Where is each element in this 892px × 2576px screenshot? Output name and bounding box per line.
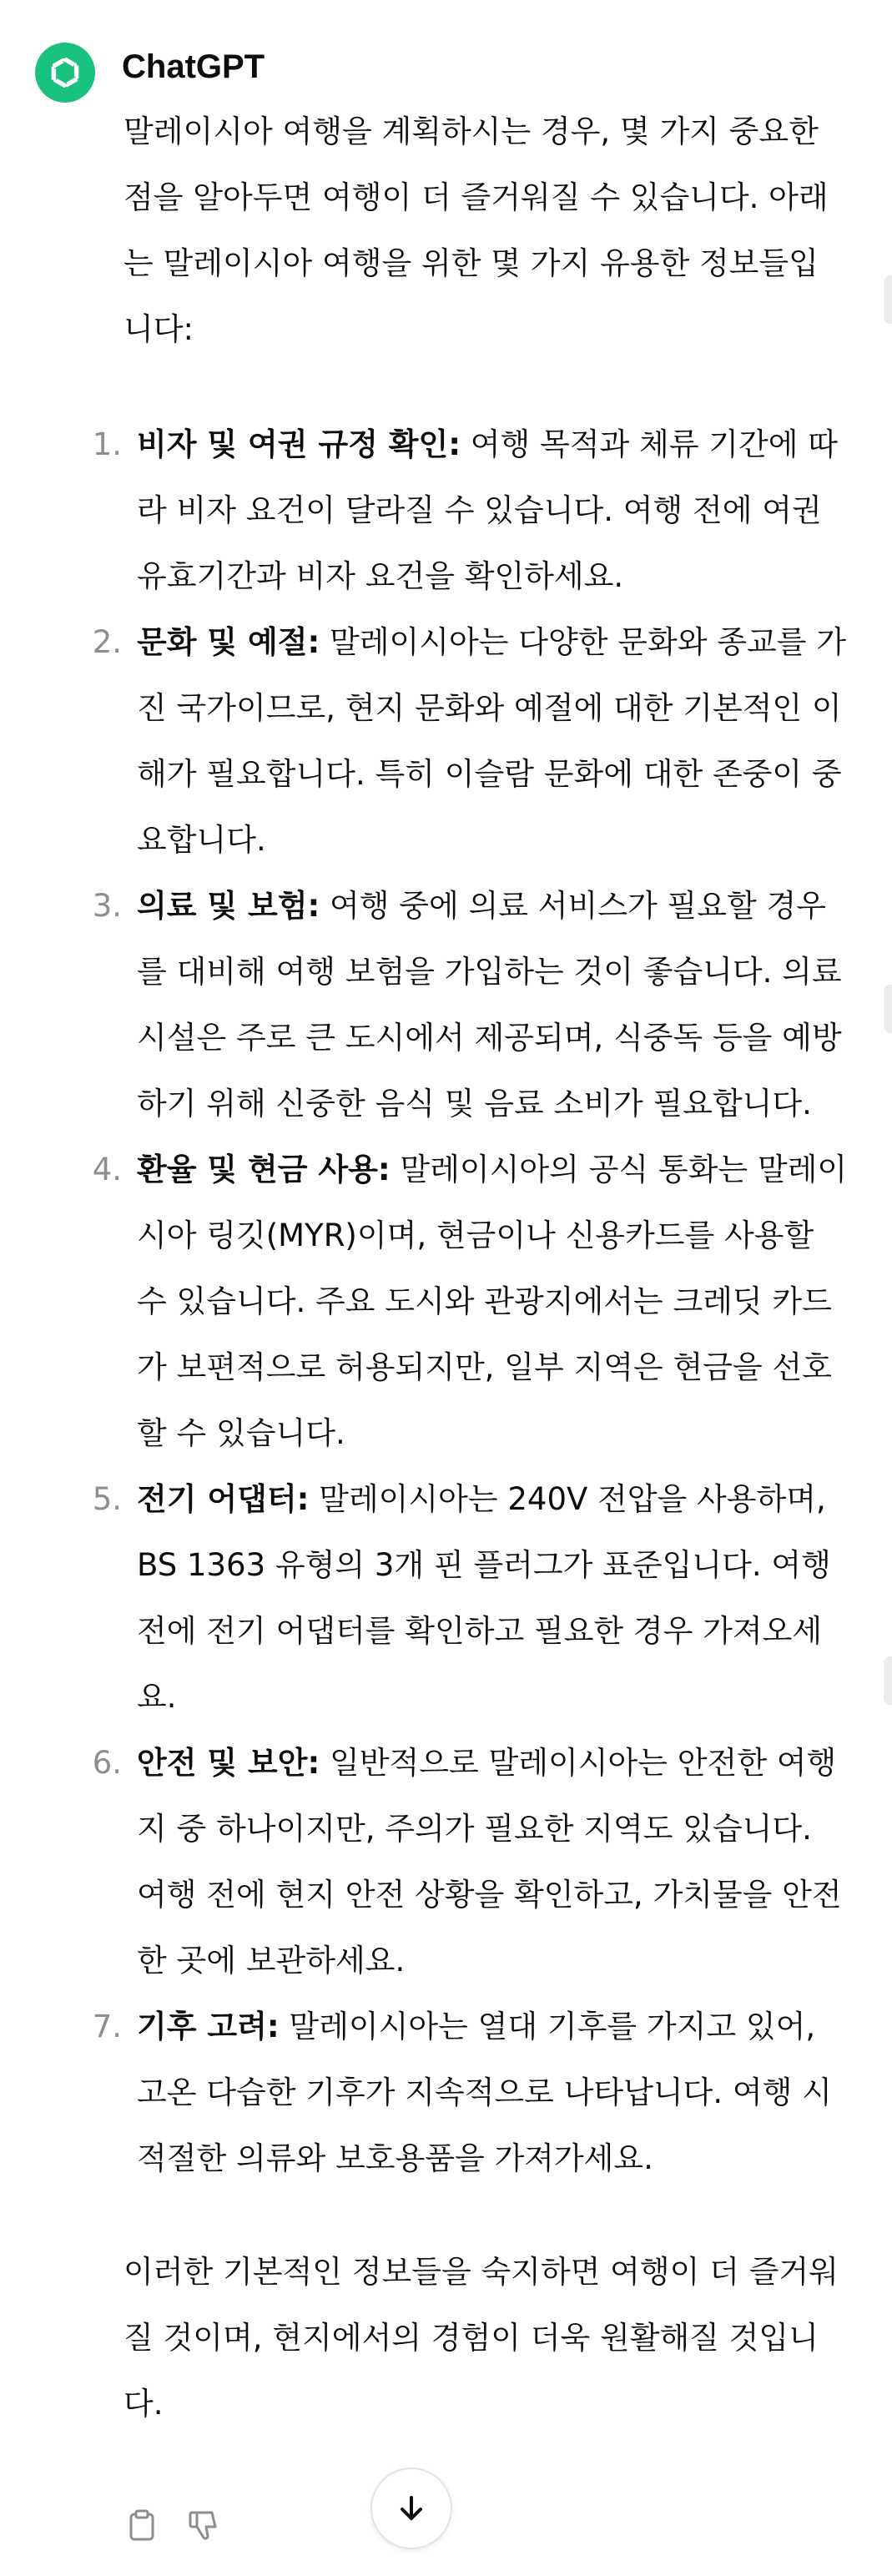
arrow-down-icon — [395, 2492, 428, 2525]
list-item-text: 말레이시아는 열대 기후를 가지고 있어, 고온 다습한 기후가 지속적으로 나타납니다. 여행 시 적절한 의류와 보호용품을 가져가세요. — [137, 2009, 832, 2176]
list-item-text: 여행 목적과 체류 기간에 따라 비자 요건이 달라질 수 있습니다. 여행 전에 여권 유효기간과 비자 요건을 확인하세요. — [137, 426, 838, 594]
list-item-text: 여행 중에 의료 서비스가 필요할 경우를 대비해 여행 보험을 가입하는 것이 좋습니다. 의료 시설은 주로 큰 도시에서 제공되며, 식중독 등을 예방하기 위해 신중한 음식 및 음료 소비가 필요합니다. — [137, 888, 842, 1122]
list-item-number: 1. — [92, 426, 122, 462]
list-item-text: 말레이시아는 240V 전압을 사용하며, BS 1363 유형의 3개 핀 플러그가 표준입니다. 여행 전에 전기 어댑터를 확인하고 필요한 경우 가져오세요. — [137, 1481, 831, 1715]
list-item — [92, 411, 848, 609]
side-panel-handle[interactable] — [884, 275, 892, 324]
scroll-to-bottom-button[interactable] — [370, 2468, 452, 2549]
list-item-number: 6. — [92, 1745, 122, 1781]
list-item — [92, 1994, 848, 2191]
list-item-title: 전기 어댑터: — [137, 1481, 310, 1517]
list-item-number: 4. — [92, 1152, 122, 1187]
list-item-text: 말레이시아는 다양한 문화와 종교를 가진 국가이므로, 현지 문화와 예절에 대한 기본적인 이해가 필요합니다. 특히 이슬람 문화에 대한 존중이 중요합니다. — [137, 624, 846, 858]
list-item-title: 문화 및 예절: — [137, 624, 320, 660]
openai-logo-icon — [45, 53, 85, 93]
list-item-title: 비자 및 여권 규정 확인: — [137, 426, 461, 462]
list-item-number: 5. — [92, 1481, 122, 1517]
chatgpt-avatar — [35, 43, 95, 103]
side-panel-handle[interactable] — [884, 1656, 892, 1705]
list-item — [92, 1466, 848, 1730]
list-item — [92, 1730, 848, 1994]
list-item-title: 의료 및 보험: — [137, 888, 320, 924]
list-item-title: 환율 및 현금 사용: — [137, 1152, 391, 1187]
list-item — [92, 609, 848, 873]
list-item-number: 7. — [92, 2009, 122, 2044]
clipboard-icon — [127, 2508, 157, 2542]
tips-list — [92, 411, 848, 2191]
list-item-text: 말레이시아의 공식 통화는 말레이시아 링깃(MYR)이며, 현금이나 신용카드를 사용할 수 있습니다. 주요 도시와 관광지에서는 크레딧 카드가 보편적으로 허용되지만, 일부 지역은 현금을 선호할 수 있습니다. — [137, 1152, 848, 1451]
list-item-text: 일반적으로 말레이시아는 안전한 여행지 중 하나이지만, 주의가 필요한 지역도 있습니다. 여행 전에 현지 안전 상황을 확인하고, 가치물을 안전한 곳에 보관하세요. — [137, 1745, 842, 1979]
copy-button[interactable] — [123, 2507, 160, 2543]
thumbs-down-button[interactable] — [185, 2507, 222, 2543]
list-item — [92, 873, 848, 1137]
list-item-title: 기후 고려: — [137, 2009, 280, 2044]
side-panel-handle[interactable] — [884, 985, 892, 1033]
message-intro: 말레이시아 여행을 계획하시는 경우, 몇 가지 중요한 점을 알아두면 여행이 더 즐거워질 수 있습니다. 아래는 말레이시아 여행을 위한 몇 가지 유용한 정보들입니다: — [123, 113, 829, 347]
sender-name: ChatGPT — [122, 48, 265, 85]
thumbs-down-icon — [187, 2508, 220, 2542]
list-item — [92, 1137, 848, 1466]
message-outro: 이러한 기본적인 정보들을 숙지하면 여행이 더 즐거워질 것이며, 현지에서의 경험이 더욱 원활해질 것입니다. — [123, 2254, 839, 2422]
message-actions — [123, 2507, 222, 2543]
list-item-number: 2. — [92, 624, 122, 660]
assistant-message — [92, 98, 848, 2437]
list-item-title: 안전 및 보안: — [137, 1745, 320, 1781]
list-item-number: 3. — [92, 888, 122, 924]
